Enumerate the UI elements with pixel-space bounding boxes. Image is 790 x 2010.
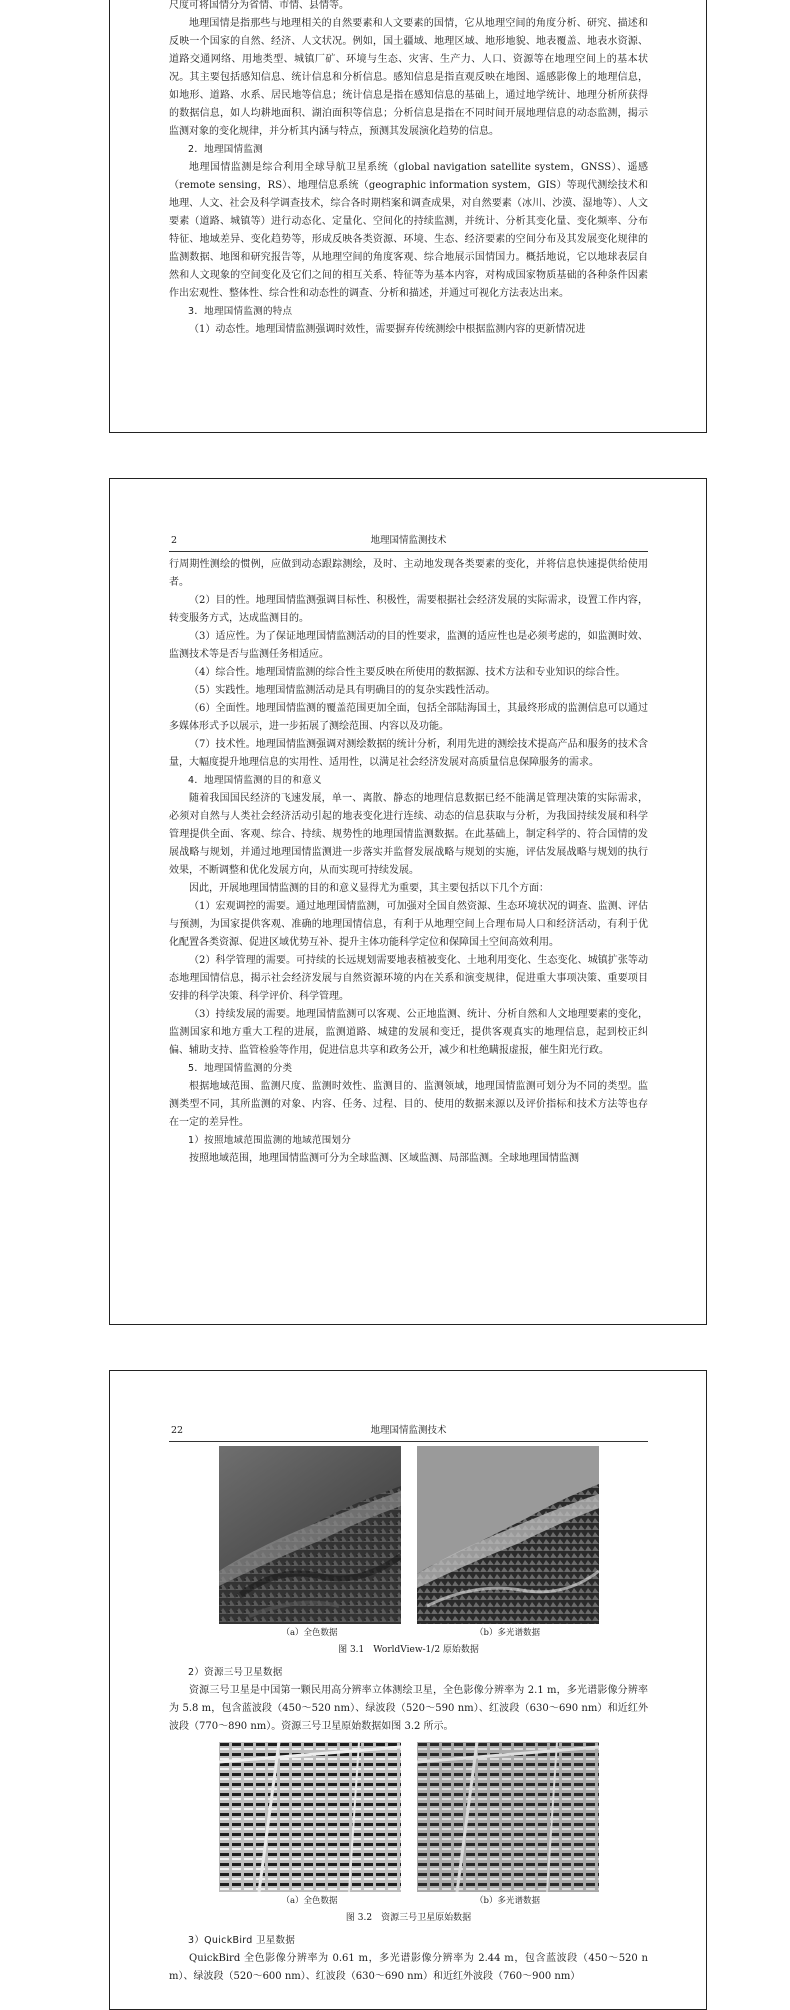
paragraph: QuickBird 全色影像分辨率为 0.61 m，多光谱影像分辨率为 2.44 m，包含蓝波段（450～520 nm）、绿波段（520～600 nm）、红波段（630～690 nm）和近红外波段（760～900 nm）	[169, 1953, 648, 1982]
paragraph: （2）目的性。地理国情监测强调目标性、积极性，需要根据社会经济发展的实际需求，设置工作内容，转变服务方式，达成监测目的。	[169, 595, 648, 624]
running-title: 地理国情监测技术	[370, 1425, 447, 1436]
figure-caption: 图 3.1 WorldView-1/2 原始数据	[338, 1645, 479, 1655]
paragraph: （1）动态性。地理国情监测强调时效性，需要摒弃传统测绘中根据监测内容的更新情况进	[189, 324, 586, 335]
paragraph: （3）适应性。为了保证地理国情监测活动的目的性要求，监测的适应性也是必须考虑的，如监测时效、监测技术等是否与监测任务相适应。	[169, 631, 648, 660]
paragraph: （3）持续发展的需要。地理国情监测可以客观、公正地监测、统计、分析自然和人文地理要素的变化，监测国家和地方重大工程的进展，监测道路、城建的发展和变迁，提供客观真实的地理信息，起到校正纠偏、辅助支持、监管检验等作用，促进信息共享和政务公开，减少和杜绝瞒报虚报，催生阳光行政。	[169, 1009, 648, 1056]
paragraph: 随着我国国民经济的飞速发展，单一、离散、静态的地理信息数据已经不能满足管理决策的实际需求，必须对自然与人类社会经济活动引起的地表变化进行连续、动态的信息获取与分析，为我国持续发展和科学管理提供全面、客观、综合、持续、规势性的地理国情监测数据。在此基础上，制定科学的、符合国情的发展战略与规划，并通过地理国情监测进一步落实并监督发展战略与规划的实施，评估发展战略与规划的执行效果，不断调整和优化发展方向，从而实现可持续发展。	[169, 793, 648, 876]
section-heading: 2．地理国情监测	[188, 144, 263, 155]
paragraph: 行周期性测绘的惯例，应做到动态跟踪测绘，及时、主动地发现各类要素的变化，并将信息快速提供给使用者。	[169, 559, 648, 588]
document-page-3	[109, 1370, 707, 2010]
paragraph: 资源三号卫星是中国第一颗民用高分辨率立体测绘卫星，全色影像分辨率为 2.1 m，多光谱影像分辨率为 5.8 m，包含蓝波段（450～520 nm）、绿波段（520～590 nm）、红波段（630～690 nm）和近红外波段（770～890 nm）。资源三号卫星原始数据如图 3.2 所示。	[169, 1685, 648, 1732]
figure-3-2	[169, 1742, 648, 1908]
page-2-body	[169, 533, 648, 1168]
zy3-multispectral-image	[417, 1742, 599, 1892]
zy3-panchromatic-image	[219, 1742, 401, 1892]
section-heading: 1）按照地域范围监测的地域范围划分	[188, 1135, 352, 1146]
section-heading: 3．地理国情监测的特点	[188, 306, 293, 317]
paragraph: （2）科学管理的需要。可持续的长远规划需要地表植被变化、土地利用变化、生态变化、城镇扩张等动态地理国情信息，揭示社会经济发展与自然资源环境的内在关系和演变规律，促进重大事项决策、重要项目安排的科学决策、科学评价、科学管理。	[169, 955, 648, 1002]
paragraph: 尺度可将国情分为省情、市情、县情等。	[169, 0, 349, 11]
paragraph: （7）技术性。地理国情监测强调对测绘数据的统计分析，利用先进的测绘技术提高产品和服务的技术含量，大幅度提升地理信息的实用性、适用性，以满足社会经济发展对高质量信息保障服务的需求。	[169, 739, 648, 768]
document-page-2	[109, 478, 707, 1325]
section-heading: 5．地理国情监测的分类	[188, 1063, 293, 1074]
running-header	[169, 1423, 648, 1442]
paragraph: （1）宏观调控的需要。通过地理国情监测，可加强对全国自然资源、生态环境状况的调查、监测、评估与预测，为国家提供客观、准确的地理国情信息，有利于从地理空间上合理布局人口和经济活动，有利于优化配置各类资源、促进区域优势互补、提升主体功能科学定位和保障国土空间高效利用。	[169, 901, 648, 948]
figure-subcaption: （a）全色数据	[281, 1628, 338, 1638]
running-title: 地理国情监测技术	[370, 535, 447, 546]
page-2-text	[169, 556, 648, 1168]
page-number: 2	[171, 535, 178, 546]
section-heading: 3）QuickBird 卫星数据	[188, 1935, 296, 1946]
section-heading: 4．地理国情监测的目的和意义	[188, 775, 322, 786]
page-number: 22	[171, 1425, 184, 1436]
paragraph: 地理国情是指那些与地理相关的自然要素和人文要素的国情，它从地理空间的角度分析、研究、描述和反映一个国家的自然、经济、人文状况。例如，国土疆域、地理区域、地形地貌、地表覆盖、地表水资源、道路交通网络、用地类型、城镇厂矿、环境与生态、灾害、生产力、人口、资源等在地理空间上的基本状况。其主要包括感知信息、统计信息和分析信息。感知信息是指直观反映在地图、遥感影像上的地理信息，如地形、道路、水系、居民地等信息；统计信息是指在感知信息的基础上，通过地学统计、地理分析所获得的数据信息，如人均耕地面积、湖泊面积等信息；分析信息是指在不同时间开展地理信息的动态监测，揭示监测对象的变化规律，并分析其内涵与特点，预测其发展演化趋势的信息。	[169, 18, 648, 137]
figure-subcaption: （b）多光谱数据	[475, 1896, 540, 1906]
figure-subcaption: （b）多光谱数据	[475, 1628, 540, 1638]
running-header	[169, 533, 648, 552]
paragraph: （4）综合性。地理国情监测的综合性主要反映在所使用的数据源、技术方法和专业知识的综合性。	[189, 667, 626, 678]
page-3-body	[169, 1423, 648, 1986]
paragraph: （6）全面性。地理国情监测的覆盖范围更加全面，包括全部陆海国土，其最终形成的监测信息可以通过多媒体形式予以展示，进一步拓展了测绘范围、内容以及功能。	[169, 703, 648, 732]
figure-caption: 图 3.2 资源三号卫星原始数据	[345, 1913, 472, 1923]
paragraph: 按照地域范围，地理国情监测可分为全球监测、区域监测、局部监测。全球地理国情监测	[189, 1153, 579, 1164]
document-page-1	[109, 0, 707, 433]
worldview-multispectral-image	[417, 1446, 599, 1624]
paragraph: （5）实践性。地理国情监测活动是具有明确目的的复杂实践性活动。	[189, 685, 496, 696]
section-heading: 2）资源三号卫星数据	[188, 1667, 283, 1678]
worldview-panchromatic-image	[219, 1446, 401, 1624]
figure-subcaption: （a）全色数据	[281, 1896, 338, 1906]
page-1-body	[169, 0, 648, 339]
figure-3-1	[169, 1446, 648, 1640]
paragraph: 根据地域范围、监测尺度、监测时效性、监测目的、监测领域，地理国情监测可划分为不同的类型。监测类型不同，其所监测的对象、内容、任务、过程、目的、使用的数据来源以及评价指标和技术方法等也存在一定的差异性。	[169, 1081, 648, 1128]
paragraph: 因此，开展地理国情监测的目的和意义显得尤为重要，其主要包括以下几个方面：	[189, 883, 549, 894]
paragraph: 地理国情监测是综合利用全球导航卫星系统（global navigation satellite system，GNSS）、遥感（remote sensing，RS）、地理信息系统（geographic information system，GIS）等现代测绘技术和地理、人文、社会及科学调查技术，综合各时期档案和调查成果，对自然要素（冰川、沙漠、湿地等）、人文要素（道路、城镇等）进行动态化、定量化、空间化的持续监测，并统计、分析其变化量、变化频率、分布特征、地域差异、变化趋势等，形成反映各类资源、环境、生态、经济要素的空间分布及其发展变化规律的监测数据、地图和研究报告等，从地理空间的角度客观、综合地展示国情国力。概括地说，它以地球表层自然和人文现象的空间变化及它们之间的相互关系、特征等为基本内容，对构成国家物质基础的各种条件因素作出宏观性、整体性、综合性和动态性的调查、分析和描述，并通过可视化方法表达出来。	[169, 162, 648, 299]
